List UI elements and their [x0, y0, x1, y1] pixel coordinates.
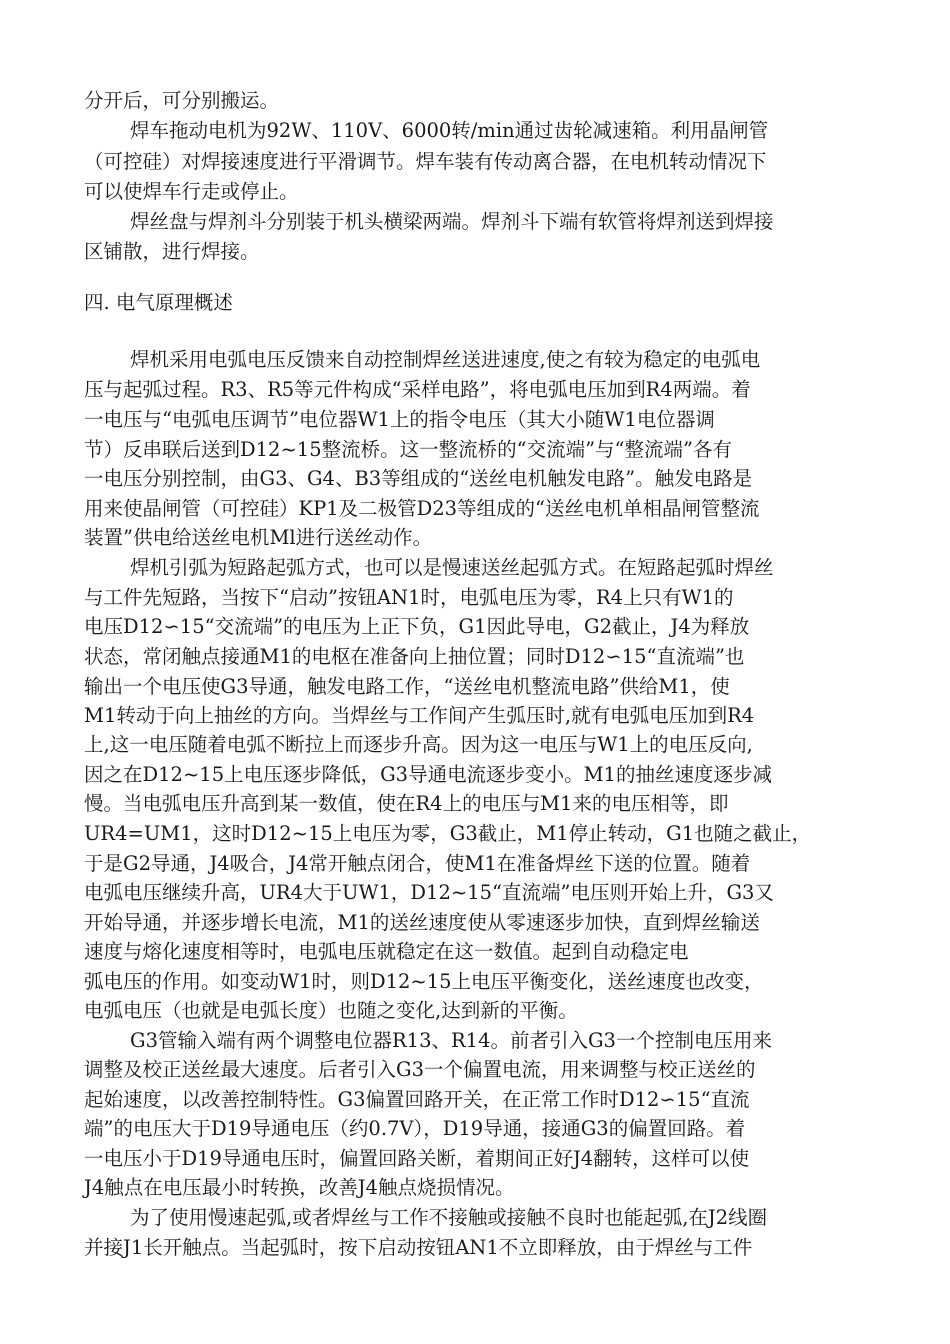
text-line: 弧电压的作用。如变动W1时，则D12~15上电压平衡变化，送丝速度也改变， — [84, 970, 764, 993]
text-line: 因之在D12~15上电压逐步降低，G3导通电流逐步变小。M1的抽丝速度逐步减 — [84, 763, 772, 786]
text-line: 焊机引弧为短路起弧方式，也可以是慢速送丝起弧方式。在短路起弧时焊丝 — [130, 556, 774, 579]
text-line: 节）反串联后送到D12~15整流桥。这一整流桥的“交流端”与“整流端”各有 — [84, 438, 732, 461]
text-line: 区铺散，进行焊接。 — [84, 240, 260, 263]
text-line: 电压D12∽15“交流端”的电压为上正下负，G1因此导电，G2截止，J4为释放 — [84, 615, 750, 638]
text-line: M1转动于向上抽丝的方向。当焊丝与工作间产生弧压时,就有电弧电压加到R4 — [84, 704, 755, 727]
text-line: 电弧电压继续升高，UR4大于UW1，D12~15“直流端”电压则开始上升，G3又 — [84, 881, 774, 904]
text-line: 输出一个电压使G3导通，触发电路工作，“送丝电机整流电路”供给M1，使 — [84, 675, 730, 698]
text-line: 于是G2导通，J4吸合，J4常开触点闭合，使M1在准备焊丝下送的位置。随着 — [84, 852, 751, 875]
section-heading: 四. 电气原理概述 — [84, 291, 233, 314]
text-line: 为了使用慢速起弧,或者焊丝与工作不接触或接触不良时也能起弧,在J2线圈 — [130, 1206, 768, 1229]
text-line: 装置”供电给送丝电机Ml进行送丝动作。 — [84, 526, 433, 549]
text-line: 起始速度，以改善控制特性。G3偏置回路开关，在正常工作时D12∽15“直流 — [84, 1088, 750, 1111]
text-line: 慢。当电弧电压升高到某一数值，使在R4上的电压与M1来的电压相等，即 — [84, 792, 729, 815]
text-line: 与工件先短路，当按下“启动”按钮AN1时，电弧电压为零，R4上只有W1的 — [84, 586, 734, 609]
text-line: 焊丝盘与焊剂斗分别装于机头横梁两端。焊剂斗下端有软管将焊剂送到焊接 — [130, 210, 774, 233]
text-line: J4触点在电压最小时转换，改善J4触点烧损情况。 — [84, 1176, 515, 1199]
text-line: 可以使焊车行走或停止。 — [84, 180, 299, 203]
text-line: （可控硅）对焊接速度进行平滑调节。焊车装有传动离合器，在电机转动情况下 — [84, 150, 767, 173]
text-line: 分开后，可分别搬运。 — [84, 89, 280, 112]
text-line: 状态，常闭触点接通M1的电枢在准备向上抽位置；同时D12∽15“直流端”也 — [84, 645, 745, 668]
text-line: 并接J1长开触点。当起弧时，按下启动按钮AN1不立即释放，由于焊丝与工件 — [84, 1236, 753, 1259]
text-line: 电弧电压（也就是电弧长度）也随之变化,达到新的平衡。 — [84, 999, 578, 1022]
text-line: 调整及校正送丝最大速度。后者引入G3一个偏置电流，用来调整与校正送丝的 — [84, 1058, 756, 1081]
text-line: 上,这一电压随着电弧不断拉上而逐步升高。因为这一电压与W1上的电压反向, — [84, 733, 753, 756]
text-line: 焊机采用电弧电压反馈来自动控制焊丝送进速度,使之有较为稳定的电弧电 — [130, 348, 761, 371]
text-line: 一电压分别控制，由G3、G4、B3等组成的“送丝电机触发电路”。触发电路是 — [84, 467, 753, 490]
text-line: 用来使晶闸管（可控硅）KP1及二极管D23等组成的“送丝电机单相晶闸管整流 — [84, 497, 760, 520]
text-line: G3管输入端有两个调整电位器R13、R14。前者引入G3一个控制电压用来 — [130, 1029, 772, 1052]
text-line: 一电压小于D19导通电压时，偏置回路关断，着期间正好J4翻转，这样可以使 — [84, 1147, 750, 1170]
text-line: UR4=UM1，这时D12~15上电压为零，G3截止，M1停止转动，G1也随之截止， — [84, 822, 812, 845]
text-line: 压与起弧过程。R3、R5等元件构成“采样电路”，将电弧电压加到R4两端。着 — [84, 378, 751, 401]
text-line: 焊车拖动电机为92W、110V、6000转/min通过齿轮减速箱。利用晶闸管 — [130, 119, 769, 142]
text-line: 端”的电压大于D19导通电压（约0.7V），D19导通，接通G3的偏置回路。着 — [84, 1117, 746, 1140]
text-line: 开始导通，并逐步增长电流，M1的送丝速度使从零速逐步加快，直到焊丝输送 — [84, 911, 760, 934]
text-line: 速度与熔化速度相等时，电弧电压就稳定在这一数值。起到自动稳定电 — [84, 940, 689, 963]
text-line: 一电压与“电弧电压调节”电位器W1上的指令电压（其大小随W1电位器调 — [84, 408, 715, 431]
